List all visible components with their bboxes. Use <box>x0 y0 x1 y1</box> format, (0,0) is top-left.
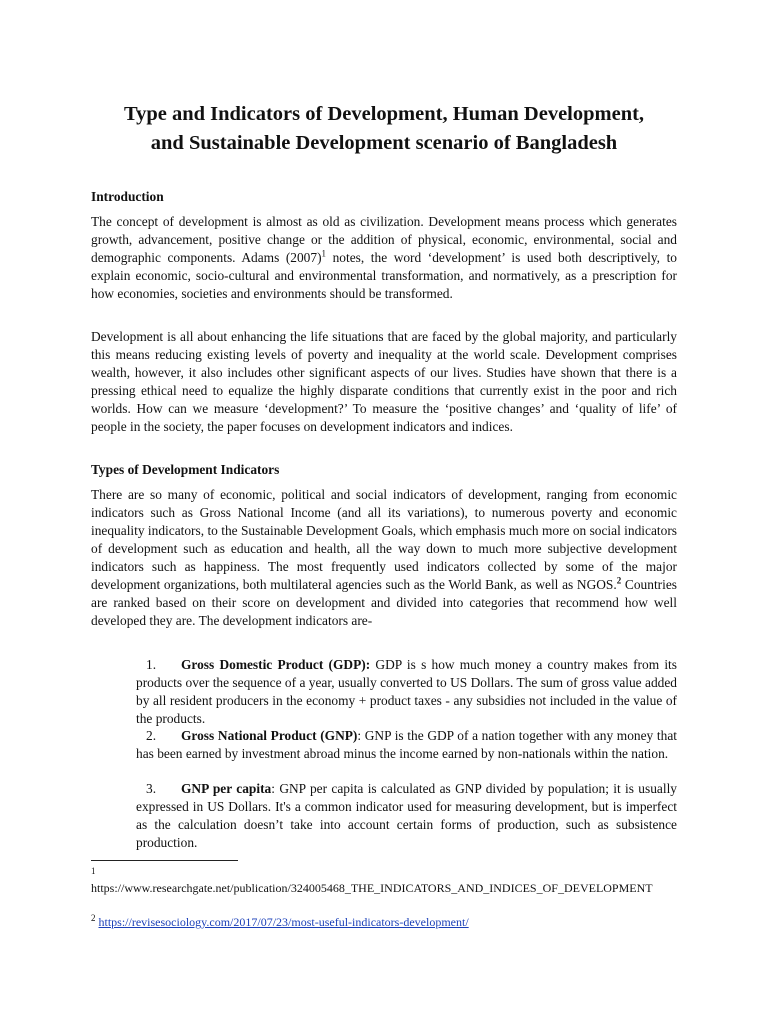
list-number: 1. <box>146 657 157 672</box>
types-heading: Types of Development Indicators <box>91 462 280 477</box>
footnote-2 <box>91 914 691 930</box>
list-term: Gross Domestic Product (GDP): <box>181 657 371 672</box>
intro-p1-text-a: The concept of development is almost as old as civilization. Development means process which generates growth, advancement, positive change or the addition of physical, economic, environmental, social and demographic components. Adams (2007) <box>91 214 677 265</box>
list-term: Gross National Product (GNP) <box>181 728 358 743</box>
types-paragraph <box>91 486 677 630</box>
list-item <box>136 727 677 763</box>
intro-paragraph-1 <box>91 213 677 303</box>
title-line-1: Type and Indicators of Development, Human Development, <box>123 103 645 125</box>
footnote-2-link[interactable]: https://revisesociology.com/2017/07/23/most-useful-indicators-development/ <box>98 915 469 929</box>
footnote-2-mark: 2 <box>91 913 96 923</box>
footnote-1-text[interactable]: https://www.researchgate.net/publication/324005468_THE_INDICATORS_AND_INDICES_OF_DEVELOPMENT <box>91 881 653 895</box>
list-term: GNP per capita <box>181 781 272 796</box>
page-title <box>60 100 708 158</box>
intro-paragraph-2: Development is all about enhancing the life situations that are faced by the global majority, and particularly this means reducing existing levels of poverty and inequality at the world scale. Development comprises wealth, however, it also includes other significant aspects of our lives. Studies have shown that there is a pressing ethical need to equalize the highly disparate conditions that currently exist in the poor and rich worlds. How can we measure ‘development?’ To measure the ‘positive changes’ and ‘quality of life’ of people in the society, the paper focuses on development indicators and indices. <box>91 329 677 434</box>
intro-heading: Introduction <box>91 189 164 204</box>
list-text: : GNP per capita is calculated as GNP divided by population; it is usually expressed in US Dollars. It's a common indicator used for measuring development, but is imperfect as the calculation doesn’t take into account certain forms of production, such as subsistence production. <box>136 781 677 850</box>
types-text-a: There are so many of economic, political and social indicators of development, ranging from economic indicators such as Gross National Income (and all its variations), to numerous poverty and economic inequality indicators, to the Sustainable Development Goals, which emphasis much more on social indicators of development such as education and health, all the way down to much more subjective development indicators such as happiness. The most frequently used indicators collected by some of the major development organizations, both multilateral agencies such as the World Bank, as well as NGOS. <box>91 487 677 592</box>
footnote-1-mark: 1 <box>91 866 96 876</box>
types-text-b: Countries are ranked based on their score on development and divided into categories that recommend how well developed they are. The development indicators are- <box>91 577 677 628</box>
list-text: : GNP is the GDP of a nation together with any money that has been earned by investment abroad minus the income earned by non-nationals within the nation. <box>136 728 677 761</box>
list-text: GDP is s how much money a country makes from its products over the sequence of a year, usually converted to US Dollars. The sum of gross value added by all resident producers in the economy + product taxes - any subsidies not included in the value of the products. <box>136 657 677 726</box>
list-item <box>136 780 677 852</box>
list-number: 2. <box>146 728 157 743</box>
footnote-divider <box>91 860 238 861</box>
list-item <box>136 656 677 728</box>
intro-p1-text-b: notes, the word ‘development’ is used both descriptively, to explain economic, socio-cultural and environmental transformation, and normatively, as a prescription for how economies, societies and environments should be transformed. <box>91 250 677 301</box>
title-line-2: and Sustainable Development scenario of Bangladesh <box>150 132 618 154</box>
footnote-ref-2[interactable]: 2 <box>616 575 622 586</box>
list-number: 3. <box>146 781 157 796</box>
footnote-ref-1[interactable]: 1 <box>321 248 327 259</box>
